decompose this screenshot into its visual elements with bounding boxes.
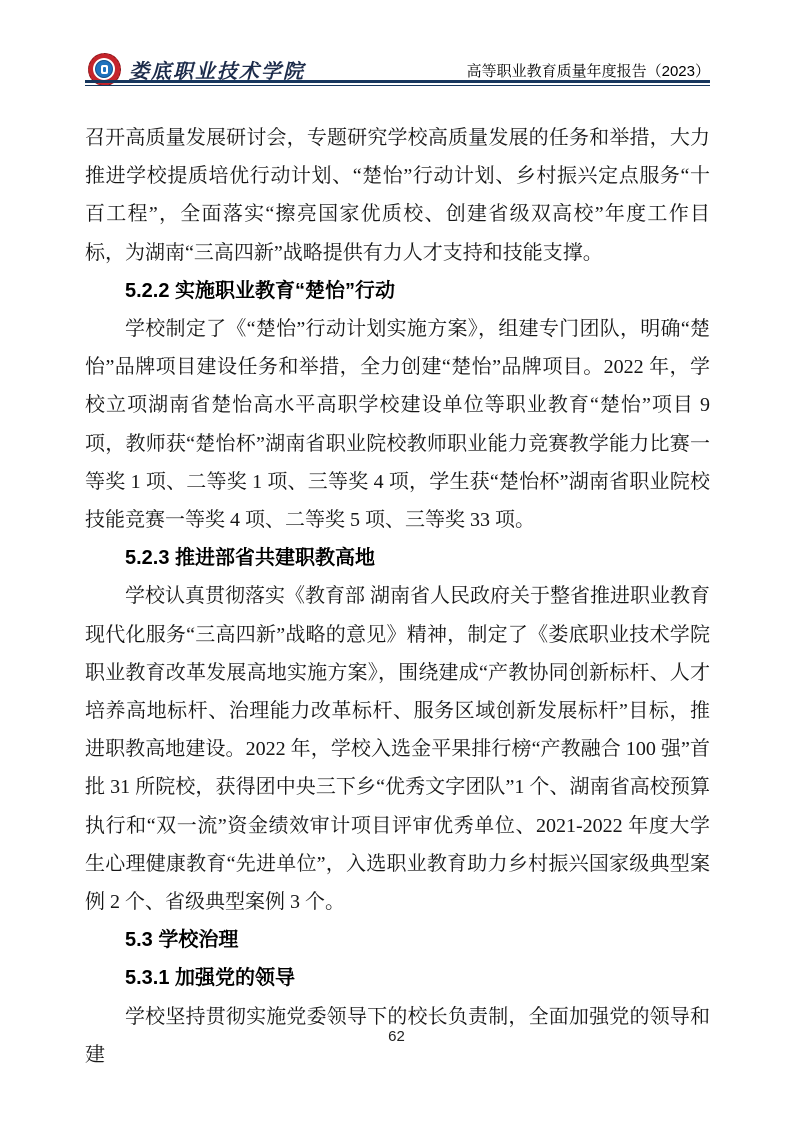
seal-white-ring	[93, 58, 115, 80]
page-number: 62	[388, 1028, 405, 1045]
seal-blue-core	[95, 60, 113, 78]
heading-5-2-2: 5.2.2 实施职业教育“楚怡”行动	[125, 279, 396, 302]
heading-5-3: 5.3 学校治理	[125, 929, 239, 952]
header-rule	[85, 80, 710, 86]
heading-5-3-1: 5.3.1 加强党的领导	[125, 967, 296, 990]
paragraph-intro-continuation: 召开高质量发展研讨会，专题研究学校高质量发展的任务和举措，大力推进学校提质培优行动计划、“楚怡”行动计划、乡村振兴定点服务“十百工程”，全面落实“擦亮国家优质校、创建省级双高校”年度工作目标，为湖南“三高四新”战略提供有力人才支持和技能支撑。	[85, 127, 710, 264]
page-footer	[0, 1028, 793, 1045]
school-name: 娄底职业技术学院	[129, 61, 305, 83]
paragraph-5-2-2: 学校制定了《“楚怡”行动计划实施方案》，组建专门团队，明确“楚怡”品牌项目建设任务和举措，全力创建“楚怡”品牌项目。2022 年，学校立项湖南省楚怡高水平高职学校建设单位等职业教育“楚怡”项目 9 项，教师获“楚怡杯”湖南省职业院校教师职业能力竞赛教学能力比赛一等奖 1 项、二等奖 1 项、三等奖 4 项，学生获“楚怡杯”湖南省职业院校技能竞赛一等奖 4 项、二等奖 5 项、三等奖 33 项。	[85, 318, 710, 532]
report-title: 高等职业教育质量年度报告（2023）	[466, 63, 710, 80]
document-body	[85, 119, 710, 1074]
heading-5-2-3: 5.2.3 推进部省共建职教高地	[125, 547, 376, 570]
book-glyph	[101, 65, 108, 74]
paragraph-5-3-1: 学校坚持贯彻实施党委领导下的校长负责制，全面加强党的领导和建	[85, 1005, 710, 1066]
paragraph-5-2-3: 学校认真贯彻落实《教育部 湖南省人民政府关于整省推进职业教育现代化服务“三高四新”战略的意见》精神，制定了《娄底职业技术学院职业教育改革发展高地实施方案》，围绕建成“产教协同创新标杆、人才培养高地标杆、治理能力改革标杆、服务区域创新发展标杆”目标，推进职教高地建设。2022 年，学校入选金平果排行榜“产教融合 100 强”首批 31 所院校，获得团中央三下乡“优秀文字团队”1 个、湖南省高校预算执行和“双一流”资金绩效审计项目评审优秀单位、2021-2022 年度大学生心理健康教育“先进单位”，入选职业教育助力乡村振兴国家级典型案例 2 个、省级典型案例 3 个。	[85, 585, 710, 914]
